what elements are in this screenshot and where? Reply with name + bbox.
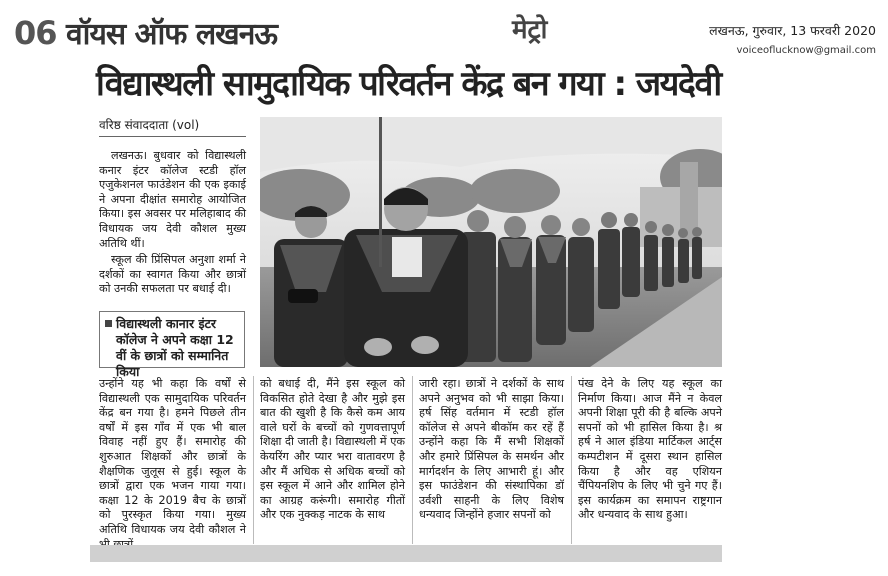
column-divider-3 [571, 376, 572, 544]
column-divider-2 [412, 376, 413, 544]
column-divider-1 [253, 376, 254, 544]
newspaper-name: वॉयस ऑफ लखनऊ [66, 17, 277, 52]
graduation-photo [260, 117, 722, 367]
pull-quote-text: विद्यास्थली कानार इंटर कॉलेज ने अपने कक्षा 12 वीं के छात्रों को सम्मानित किया [116, 316, 234, 379]
lead-paragraph-2: स्कूल की प्रिंसिपल अनुशा शर्मा ने दर्शकों का स्वागत किया और छात्रों को उनकी सफलता पर बधाई दी। [99, 253, 246, 296]
column-2: को बधाई दी, मैंने इस स्कूल को विकसित होते देखा है और मुझे इस बात की खुशी है कि कैसे कम आय वाले घरों के बच्चों को गुणवत्तापूर्ण शिक्षा दी जाती है। विद्यास्थली में एक केयरिंग और प्यार भरा वातावरण है और मैं अधिक से अधिक बच्चों को इस स्कूल में आने और शामिल होने का आग्रह करूंगी। समारोह गीतों और एक नुक्कड़ नाटक के साथ [260, 377, 405, 522]
byline-divider [99, 136, 246, 137]
byline: वरिष्ठ संवाददाता (vol) [99, 118, 200, 132]
masthead [0, 0, 888, 62]
dateline: लखनऊ, गुरुवार, 13 फरवरी 2020 [709, 23, 876, 38]
page-number: 06 [14, 14, 57, 52]
pull-quote [99, 311, 245, 379]
column-1: उन्होंने यह भी कहा कि वर्षों से विद्यास्थली एक सामुदायिक परिवर्तन केंद्र बन गया है। हमने पिछले तीन वर्षों में इस गाँव में एक भी बाल विवाह नहीं हुए हैं। समारोह की शुरुआत शिक्षकों और छात्रों के शैक्षणिक जुलूस से हुई। स्कूल के छात्रों द्वारा एक भजन गाया गया। कक्षा 12 के 2019 बैच के छात्रों को पुरस्कृत किया गया। मुख्य अतिथि विधायक जय देवी कौशल ने [99, 377, 246, 536]
section-name: मेट्रो [512, 15, 548, 45]
lead-paragraph-1: लखनऊ। बुधवार को विद्यास्थली कनार इंटर कॉलेज स्टडी हॉल एजुकेशनल फाउंडेशन की एक इकाई ने अपना दीक्षांत समारोह आयोजित किया। इस अवसर पर मलिहाबाद की विधायक जय देवी कौशल मुख्य अतिथि थीं। [99, 149, 246, 250]
column-3: जारी रहा। छात्रों ने दर्शकों के साथ अपने अनुभव को भी साझा किया। हर्ष सिंह वर्तमान में स्टडी हॉल कॉलेज से अपने बीकॉम कर रहें हैं उन्होंने कहा कि मैं सभी शिक्षकों और हमारे प्रिंसिपल के समर्थन और मार्गदर्शन के लिए आभारी हूं। और इस फाउंडेशन की संस्थापिका डॉ उर्वशी साहनी के लिए विशेष धन्यवाद जिन्होंने हजार सपनों को [419, 377, 564, 522]
footer-band [90, 545, 722, 562]
article-headline: विद्यास्थली सामुदायिक परिवर्तन केंद्र बन गया : जयदेवी [96, 64, 721, 104]
contact-email[interactable]: voiceoflucknow@gmail.com [736, 45, 876, 56]
square-bullet-icon [105, 320, 112, 327]
column-4: पंख देने के लिए यह स्कूल का निर्माण किया। आज मैंने न केवल अपनी शिक्षा पूरी की है बल्कि अपने सपनों को भी हासिल किया है। श्र हर्ष ने आल इंडिया मार्टिकल आर्ट्स कम्पटीशन में दूसरा स्थान हासिल किया है और वह एशियन चैंपियनशिप के लिए भी चुने गए हैं। इस कार्यक्रम का समापन राष्ट्रगान और धन्यवाद के साथ हुआ। [578, 377, 722, 522]
